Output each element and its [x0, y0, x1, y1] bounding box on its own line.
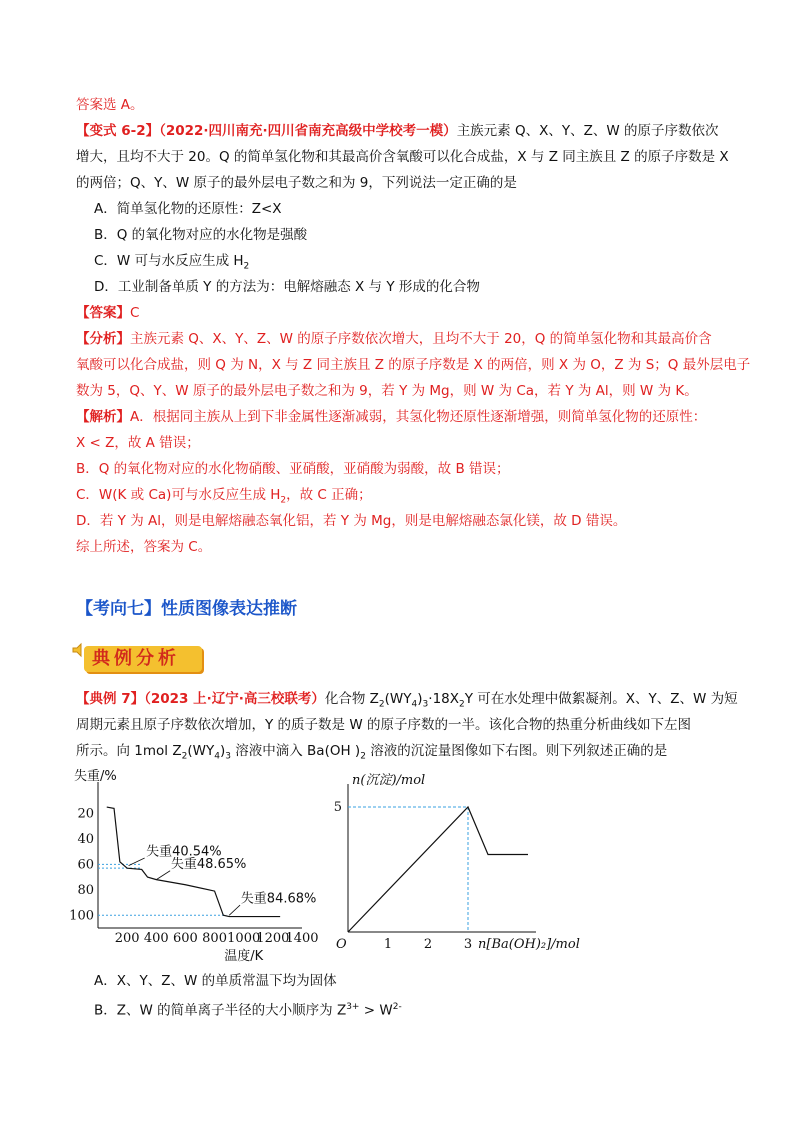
document-page — [69, 92, 751, 1020]
example-stem-line1 — [76, 686, 738, 712]
ex-option-b-sup1: 3+ — [346, 1002, 360, 1012]
ex-option-b-mid: > W — [359, 1002, 393, 1019]
answer-line: 答案选 A。 — [76, 97, 144, 113]
example-stem-line3 — [76, 738, 726, 764]
y-tick-label: 100 — [69, 908, 94, 924]
stem3-sub-2: 4 — [214, 751, 220, 762]
stem3-a: 所示。向 1mol Z — [76, 743, 182, 759]
x-tick-label: 1 — [383, 937, 393, 952]
x-tick-label: 200 — [114, 931, 140, 946]
variant-stem-line2: 增大，且均不大于 20。Q 的简单氢化物和其最高价含氧酸可以化合成盐，X 与 Z 同主族且 Z 的原子序数是 X — [76, 149, 729, 165]
y-axis-label: n(沉淀)/mol — [352, 773, 426, 788]
stem-d: ·18X — [428, 691, 459, 707]
stem3-sub-1: 2 — [181, 751, 188, 762]
option-c-sub: 2 — [243, 261, 250, 272]
variant-stem-line1 — [76, 118, 726, 144]
precipitate-chart — [326, 768, 580, 968]
stem-c: ) — [417, 691, 423, 707]
analysis-line1 — [76, 326, 726, 352]
y-tick-label: 40 — [77, 831, 94, 847]
answer-value: C — [130, 305, 140, 321]
example-option-b — [76, 994, 726, 1020]
annotation-leader — [129, 858, 145, 866]
ex-option-b-text: B．Z、W 的简单离子半径的大小顺序为 Z — [94, 1002, 347, 1019]
variant-answer — [76, 300, 726, 326]
speaker-icon — [72, 642, 86, 658]
annotation-leader — [229, 905, 240, 915]
stem-sub-4: 2 — [459, 699, 465, 710]
example-stem-line2: 周期元素且原子序数依次增加，Y 的质子数是 W 的原子序数的一半。该化合物的热重分析曲线如下左图 — [76, 717, 691, 733]
stem3-sub-4: 2 — [360, 751, 366, 762]
annotation-label: 失重84.68% — [240, 891, 317, 907]
variant-stem-line3: 的两倍；Q、Y、W 原子的最外层电子数之和为 9，下列说法一定正确的是 — [76, 175, 517, 191]
tga-chart — [69, 768, 319, 968]
x-tick-label: 2 — [423, 937, 433, 952]
stem-sub-2: 4 — [411, 699, 418, 710]
stem-sub-1: 2 — [378, 699, 385, 710]
section-title: 【考向七】性质图像表达推断 — [76, 599, 297, 619]
variant-tag: 【变式 6-2】 — [76, 123, 160, 139]
stem-b: (WY — [384, 691, 412, 707]
variant-option-b: B．Q 的氧化物对应的水化物是强酸 — [94, 227, 308, 243]
example-tag: 【典例 7】 — [76, 691, 145, 707]
stem3-e: 溶液的沉淀量图像如下右图。则下列叙述正确的是 — [365, 743, 668, 759]
precipitate-curve — [348, 807, 528, 932]
badge-text: 典例分析 — [92, 648, 180, 669]
explain-line3: B．Q 的氧化物对应的水化物硝酸、亚硝酸，亚硝酸为弱酸，故 B 错误； — [76, 461, 510, 477]
y-tick-label: 20 — [77, 806, 94, 822]
stem3-b: (WY — [187, 743, 215, 759]
y-tick-label: 60 — [77, 857, 94, 873]
explain-line1 — [76, 404, 726, 430]
example-badge — [76, 642, 206, 676]
stem-a: 化合物 Z — [324, 691, 379, 707]
explain-line5: D．若 Y 为 Al，则是电解熔融态氧化铝，若 Y 为 Mg，则是电解熔融态氯化镁，故 D 错误。 — [76, 513, 627, 529]
option-c-text: C．W 可与水反应生成 H — [94, 253, 244, 269]
variant-option-d: D．工业制备单质 Y 的方法为：电解熔融态 X 与 Y 形成的化合物 — [94, 279, 480, 295]
x-tick-label: 3 — [463, 937, 473, 952]
explain-sub4: 2 — [280, 495, 287, 506]
annotation-label: 失重40.54% — [146, 844, 222, 860]
answer-tag: 【答案】 — [76, 305, 130, 321]
stem3-d: 溶液中滴入 Ba(OH ) — [230, 743, 361, 759]
example-option-a: A．X、Y、Z、W 的单质常温下均为固体 — [94, 973, 337, 989]
figures-row — [69, 768, 726, 968]
analysis-line2: 氧酸可以化合成盐，则 Q 为 N，X 与 Z 同主族且 Z 的原子序数是 X 的两倍，则 X 为 O，Z 为 S；Q 最外层电子 — [76, 357, 751, 373]
explain-tag: 【解析】 — [76, 409, 130, 425]
x-tick-label: 800 — [202, 931, 227, 946]
variant-stem-text: 主族元素 Q、X、Y、Z、W 的原子序数依次 — [456, 123, 719, 139]
explain-text1: A．根据同主族从上到下非金属性逐渐减弱，其氢化物还原性逐渐增强，则简单氢化物的还原性： — [130, 409, 707, 425]
x-tick-label: 400 — [143, 931, 169, 946]
explain-text4b: ，故 C 正确； — [286, 487, 372, 503]
analysis-tag: 【分析】 — [76, 331, 130, 347]
summary-line: 综上所述，答案为 C。 — [76, 539, 212, 555]
origin-label: O — [336, 937, 347, 952]
y-tick-label: 5 — [333, 800, 342, 815]
variant-source: （2022·四川南充·四川省南充高级中学校考一模） — [159, 123, 457, 139]
x-tick-label: 1200 — [256, 931, 290, 946]
stem3-sub-3: 3 — [225, 751, 231, 762]
variant-option-a: A．简单氢化物的还原性：Z<X — [94, 201, 282, 217]
x-tick-label: 600 — [173, 931, 198, 946]
y-axis-label: 失重/% — [74, 769, 117, 784]
x-tick-label: 1000 — [227, 931, 261, 946]
analysis-text1: 主族元素 Q、X、Y、Z、W 的原子序数依次增大，且均不大于 20，Q 的简单氢化物和其最高价含 — [130, 331, 712, 347]
explain-line2: X < Z，故 A 错误； — [76, 435, 200, 451]
explain-text4a: C．W(K 或 Ca)可与水反应生成 H — [76, 487, 281, 503]
stem-e: Y 可在水处理中做絮凝剂。X、Y、Z、W 为短 — [464, 691, 738, 707]
stem-sub-3: 3 — [422, 699, 429, 710]
ex-option-b-sup2: 2- — [392, 1002, 402, 1012]
x-axis-label: n[Ba(OH)₂]/mol — [478, 937, 580, 952]
x-tick-label: 1400 — [285, 931, 319, 946]
annotation-leader — [156, 871, 170, 880]
analysis-line3: 数为 5，Q、Y、W 原子的最外层电子数之和为 9，若 Y 为 Mg，则 W 为 Ca，若 Y 为 Al，则 W 为 K。 — [76, 383, 698, 399]
annotation-label: 失重48.65% — [170, 857, 247, 873]
example-source: （2023 上·辽宁·高三校联考） — [144, 691, 325, 707]
x-axis-label: 温度/K — [224, 949, 264, 964]
stem3-c: ) — [219, 743, 226, 759]
y-tick-label: 80 — [77, 882, 94, 898]
explain-line4 — [76, 482, 726, 508]
variant-option-c — [76, 248, 726, 274]
